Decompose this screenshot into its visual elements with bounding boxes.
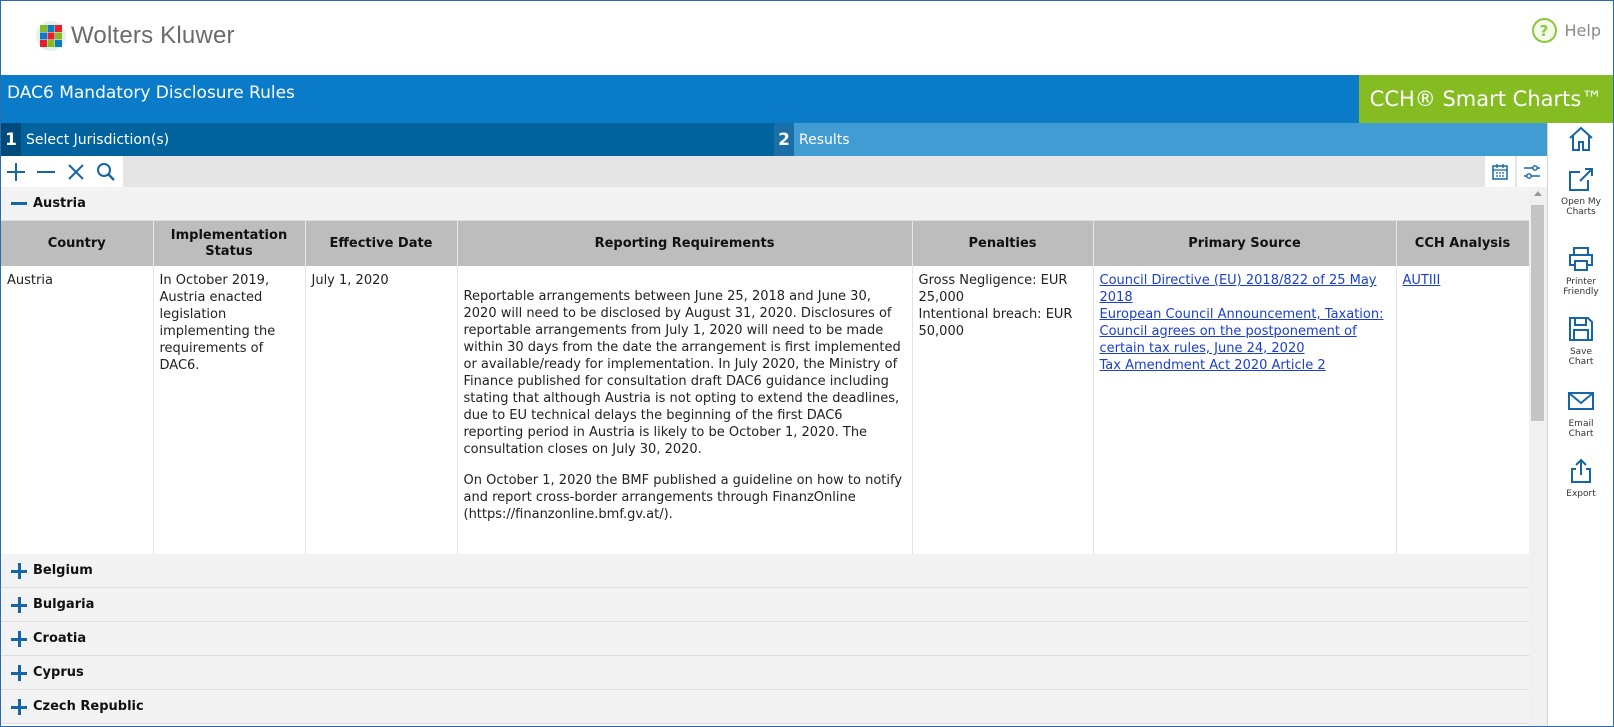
collapse-icon[interactable]	[5, 202, 33, 205]
table-header-row	[1, 221, 1529, 266]
printer-icon	[1567, 245, 1595, 273]
search-button[interactable]	[91, 156, 121, 187]
group-header-belgium[interactable]	[1, 554, 1529, 588]
expand-icon[interactable]	[5, 631, 33, 647]
penalty-line: Intentional breach: EUR 50,000	[918, 307, 1073, 339]
step-results[interactable]	[774, 123, 1547, 156]
cell-country: Austria	[1, 266, 153, 554]
page-title: DAC6 Mandatory Disclosure Rules	[7, 83, 295, 103]
expand-icon[interactable]	[5, 597, 33, 613]
group-header-bulgaria[interactable]	[1, 588, 1529, 622]
group-header-austria[interactable]	[1, 187, 1529, 221]
group-header-czech-republic[interactable]	[1, 690, 1529, 724]
analysis-link[interactable]: AUTIII	[1402, 273, 1441, 288]
export-button[interactable]	[1548, 457, 1614, 499]
help-link[interactable]	[1532, 18, 1601, 43]
results-content	[1, 187, 1529, 726]
source-link[interactable]: Tax Amendment Act 2020 Article 2	[1099, 358, 1326, 373]
vertical-scrollbar[interactable]	[1529, 187, 1547, 726]
export-icon	[1567, 457, 1595, 485]
wolters-kluwer-logo[interactable]	[35, 20, 235, 52]
source-link[interactable]: Council Directive (EU) 2018/822 of 25 May 2018	[1099, 273, 1377, 305]
help-label: Help	[1564, 21, 1601, 40]
cell-reporting-requirements	[457, 266, 912, 554]
home-button[interactable]	[1548, 125, 1614, 157]
column-header-cch-analysis[interactable]: CCH Analysis	[1396, 221, 1529, 266]
requirements-paragraph: On October 1, 2020 the BMF published a guideline on how to notify and report cross-border arrangements through FinanzOnline (https://finanzonline.bmf.gv.at/).	[463, 473, 903, 522]
brand-badge: CCH® Smart Charts™	[1359, 75, 1613, 123]
sidebar-label: Printer Friendly	[1563, 277, 1599, 297]
filter-settings-button[interactable]	[1517, 156, 1547, 187]
calendar-button[interactable]	[1485, 156, 1515, 187]
sidebar-label: Save Chart	[1568, 347, 1594, 367]
plus-icon	[6, 162, 26, 182]
column-header-reporting-requirements[interactable]: Reporting Requirements	[457, 221, 912, 266]
group-header-cyprus[interactable]	[1, 656, 1529, 690]
home-icon	[1567, 125, 1595, 153]
sidebar-label: Export	[1566, 489, 1596, 499]
step-number: 1	[1, 123, 21, 156]
cell-penalties	[912, 266, 1093, 554]
group-name: Belgium	[33, 563, 93, 578]
results-toolbar	[1, 156, 1547, 187]
scrollbar-thumb[interactable]	[1531, 205, 1544, 421]
penalty-line: Gross Negligence: EUR 25,000	[918, 273, 1068, 305]
cell-implementation-status: In October 2019, Austria enacted legislation implementing the requirements of DAC6.	[153, 266, 305, 554]
settings-sliders-icon	[1523, 163, 1541, 181]
app-bar	[1, 75, 1361, 123]
cell-primary-source	[1093, 266, 1396, 554]
minus-icon	[36, 162, 56, 182]
group-header-croatia[interactable]	[1, 622, 1529, 656]
cell-effective-date: July 1, 2020	[305, 266, 457, 554]
search-icon	[96, 162, 116, 182]
cell-cch-analysis	[1396, 266, 1529, 554]
sidebar-label: Open My Charts	[1561, 197, 1601, 217]
save-chart-button[interactable]	[1548, 315, 1614, 367]
column-header-implementation-status[interactable]: Implementation Status	[153, 221, 305, 266]
action-sidebar	[1547, 123, 1613, 726]
open-external-icon	[1567, 165, 1595, 193]
open-my-charts-button[interactable]	[1548, 165, 1614, 217]
step-label: Results	[799, 131, 850, 148]
scroll-up-arrow-icon[interactable]	[1534, 191, 1542, 196]
logo-text: Wolters Kluwer	[71, 22, 235, 49]
logo-mark-icon	[35, 20, 67, 52]
step-number: 2	[774, 123, 794, 156]
calendar-icon	[1491, 163, 1509, 181]
step-nav	[1, 123, 1547, 156]
source-link[interactable]: European Council Announcement, Taxation: Council agrees on the postponement of certain tax rules, June 24, 2020	[1099, 307, 1384, 356]
step-label: Select Jurisdiction(s)	[26, 131, 170, 148]
close-icon	[66, 162, 86, 182]
printer-friendly-button[interactable]	[1548, 245, 1614, 297]
top-header	[1, 1, 1613, 75]
email-icon	[1567, 387, 1595, 415]
group-name: Austria	[33, 196, 86, 211]
column-header-penalties[interactable]: Penalties	[912, 221, 1093, 266]
step-select-jurisdiction[interactable]	[1, 123, 774, 156]
expand-icon[interactable]	[5, 699, 33, 715]
clear-button[interactable]	[61, 156, 91, 187]
results-table	[1, 221, 1529, 554]
expand-all-button[interactable]	[1, 156, 31, 187]
group-name: Cyprus	[33, 665, 84, 680]
collapse-all-button[interactable]	[31, 156, 61, 187]
group-name: Czech Republic	[33, 699, 144, 714]
group-name: Bulgaria	[33, 597, 95, 612]
email-chart-button[interactable]	[1548, 387, 1614, 439]
group-name: Croatia	[33, 631, 87, 646]
save-icon	[1567, 315, 1595, 343]
expand-icon[interactable]	[5, 563, 33, 579]
column-header-effective-date[interactable]: Effective Date	[305, 221, 457, 266]
column-header-country[interactable]: Country	[1, 221, 153, 266]
sidebar-label: Email Chart	[1568, 419, 1594, 439]
column-header-primary-source[interactable]: Primary Source	[1093, 221, 1396, 266]
help-icon: ?	[1532, 18, 1557, 43]
table-row	[1, 266, 1529, 554]
requirements-paragraph: Reportable arrangements between June 25, 2018 and June 30, 2020 will need to be disclosed by August 31, 2020. Disclosures of reportable arrangements from July 1, 2020 will need to be made within 30 days from the date the arrangement is first implemented or available/ready for implementation. In July 2020, the Ministry of Finance published for consultation draft DAC6 guidance including stating that although Austria is not opting to extend the deadlines, due to EU technical delays the beginning of the first DAC6 reporting period in Austria is likely to be October 1, 2020. The consultation closes on July 30, 2020.	[463, 289, 901, 457]
expand-icon[interactable]	[5, 665, 33, 681]
